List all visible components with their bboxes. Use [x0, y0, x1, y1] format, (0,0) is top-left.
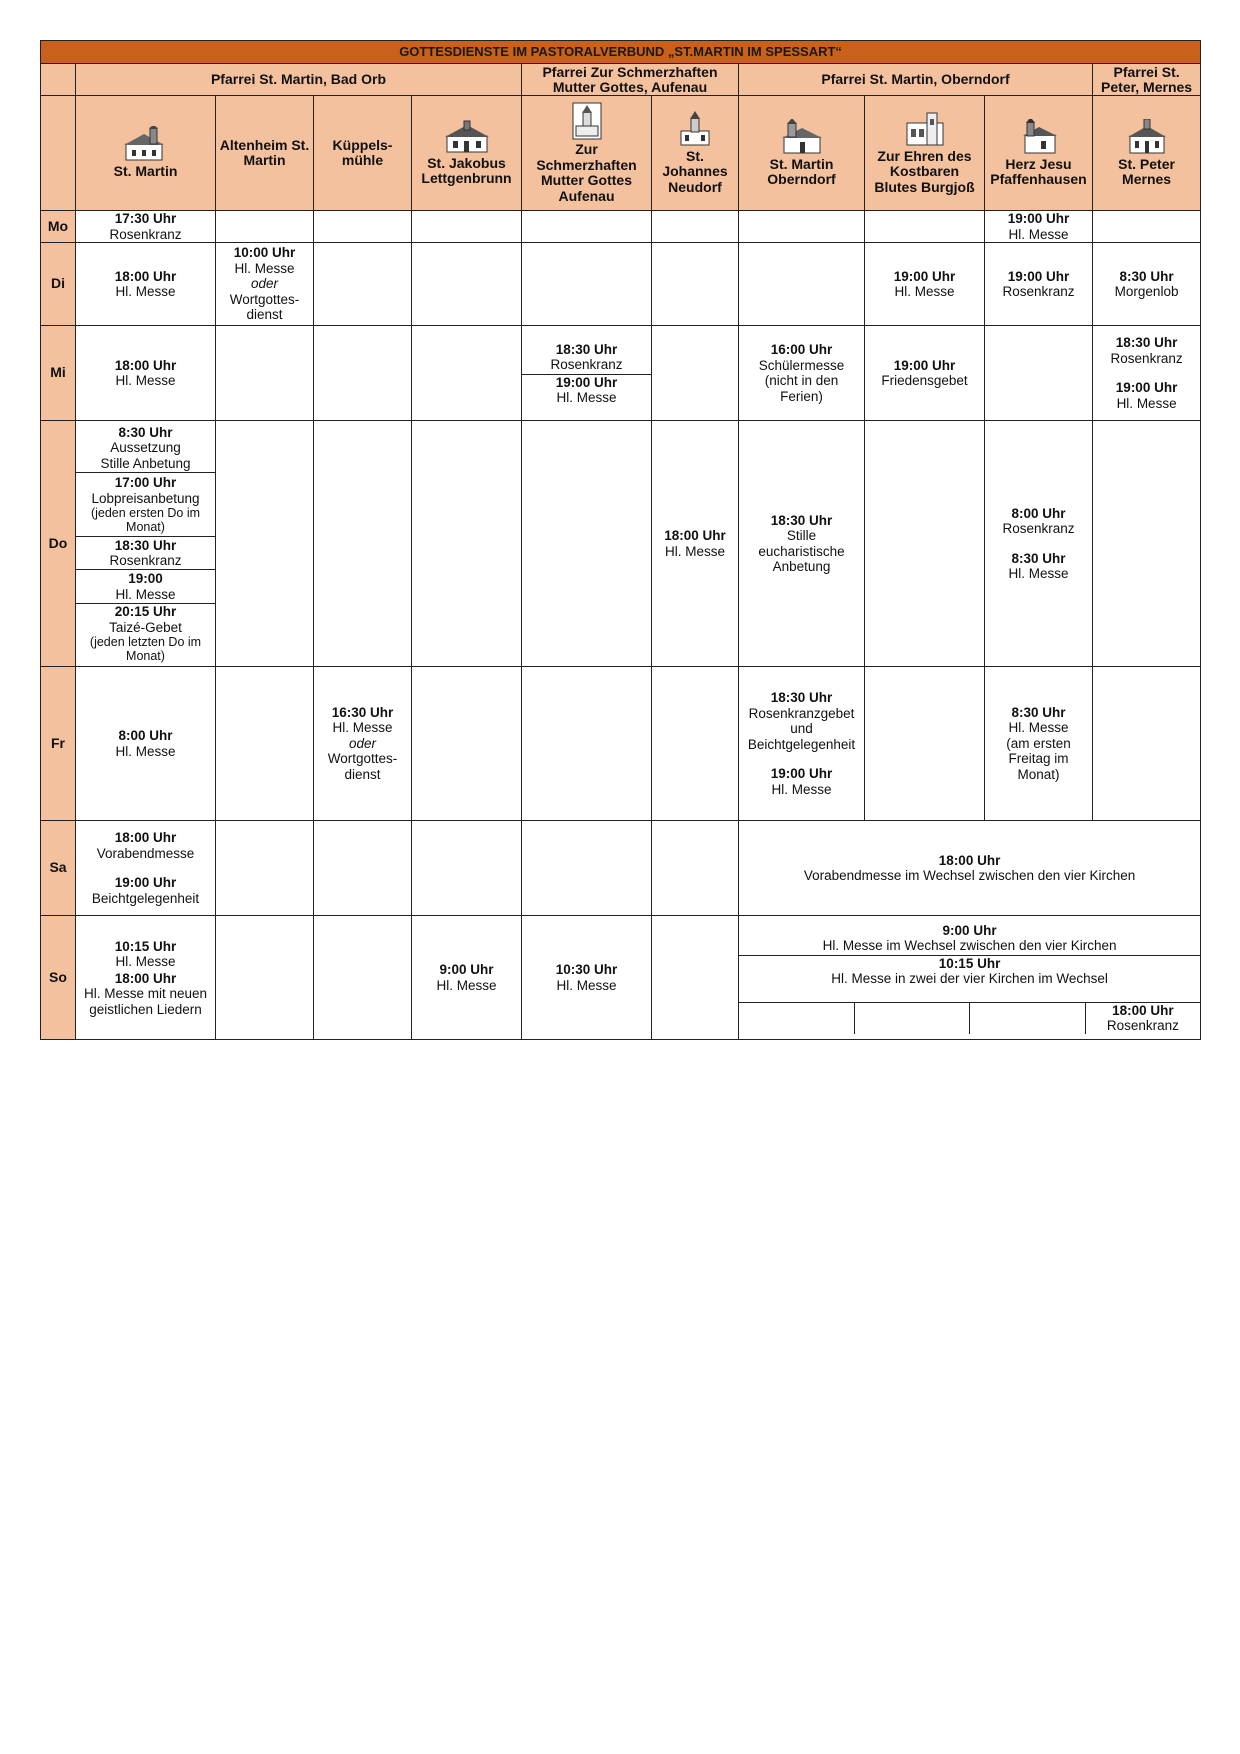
church-header-pfaffenhausen: Herz Jesu Pfaffenhausen — [985, 96, 1093, 211]
service-cell: 10:00 Uhr Hl. Messe oder Wortgottes- dienst — [216, 243, 314, 326]
service-cell: 18:00 Uhr Hl. Messe — [76, 243, 216, 326]
service-cell: 17:30 Uhr Rosenkranz — [76, 211, 216, 243]
service-cell: 19:00 Uhr Rosenkranz — [985, 243, 1093, 326]
day-label-sa: Sa — [41, 821, 76, 916]
church-icon — [120, 126, 172, 162]
service-cell: 18:00 Uhr Vorabendmesse 19:00 Uhr Beichtgelegenheit — [76, 821, 216, 916]
service-cell: 8:30 Uhr Aussetzung Stille Anbetung 17:00 Uhr Lobpreisanbetung (jeden ersten Do im Monat) 18:30 Uhr Rosenkranz 19:00 Hl. Messe 20:15 Uhr Taizé-Gebet (jeden letzten Do im Monat) — [76, 421, 216, 667]
church-header-st-martin: St. Martin — [76, 96, 216, 211]
service-cell: 19:00 Uhr Hl. Messe — [865, 243, 985, 326]
service-cell: 18:30 Uhr Rosenkranz 19:00 Uhr Hl. Messe — [522, 326, 652, 421]
church-icon — [572, 102, 602, 140]
service-cell: 18:00 Uhr Hl. Messe — [76, 326, 216, 421]
service-cell: 16:00 Uhr Schülermesse (nicht in den Ferien) — [739, 326, 865, 421]
service-cell: 18:30 Uhr Stille eucharistische Anbetung — [739, 421, 865, 667]
parish-aufenau: Pfarrei Zur Schmerzhaften Mutter Gottes, Aufenau — [522, 64, 739, 96]
row-monday — [41, 211, 1201, 243]
church-icon — [677, 111, 713, 147]
church-header-oberndorf: St. Martin Oberndorf — [739, 96, 865, 211]
church-header-altenheim: Altenheim St. Martin — [216, 96, 314, 211]
day-label-so: So — [41, 916, 76, 1040]
service-schedule-table — [40, 40, 1201, 1040]
service-cell-oberndorf-sunday: 9:00 Uhr Hl. Messe im Wechsel zwischen den vier Kirchen 10:15 Uhr Hl. Messe in zwei der vier Kirchen im Wechsel 18:00 Uhr Rosenkranz — [739, 916, 1201, 1040]
service-cell: 18:30 Uhr Rosenkranzgebet und Beichtgelegenheit 19:00 Uhr Hl. Messe — [739, 667, 865, 821]
service-cell: 19:00 Uhr Friedensgebet — [865, 326, 985, 421]
row-sunday — [41, 916, 1201, 1040]
church-icon — [903, 111, 947, 147]
row-friday — [41, 667, 1201, 821]
church-row — [41, 96, 1201, 211]
service-cell: 8:30 Uhr Hl. Messe (am ersten Freitag im Monat) — [985, 667, 1093, 821]
service-cell-oberndorf-saturday: 18:00 Uhr Vorabendmesse im Wechsel zwischen den vier Kirchen — [739, 821, 1201, 916]
day-label-do: Do — [41, 421, 76, 667]
parish-mernes: Pfarrei St. Peter, Mernes — [1093, 64, 1201, 96]
service-cell: 18:30 Uhr Rosenkranz 19:00 Uhr Hl. Messe — [1093, 326, 1201, 421]
church-icon — [1019, 119, 1059, 155]
parish-oberndorf: Pfarrei St. Martin, Oberndorf — [739, 64, 1093, 96]
service-cell: 18:00 Uhr Hl. Messe — [652, 421, 739, 667]
church-icon — [780, 119, 824, 155]
church-header-lettgenbrunn: St. Jakobus Lettgenbrunn — [412, 96, 522, 211]
service-cell: 9:00 Uhr Hl. Messe — [412, 916, 522, 1040]
row-thursday — [41, 421, 1201, 667]
service-cell: 8:30 Uhr Morgenlob — [1093, 243, 1201, 326]
service-cell: 8:00 Uhr Hl. Messe — [76, 667, 216, 821]
table-title: GOTTESDIENSTE IM PASTORALVERBUND „ST.MARTIN IM SPESSART“ — [41, 41, 1201, 64]
church-header-aufenau: Zur Schmerzhaften Mutter Gottes Aufenau — [522, 96, 652, 211]
day-label-di: Di — [41, 243, 76, 326]
church-header-burgjoss: Zur Ehren des Kostbaren Blutes Burgjoß — [865, 96, 985, 211]
service-cell: 16:30 Uhr Hl. Messe oder Wortgottes- dienst — [314, 667, 412, 821]
row-tuesday — [41, 243, 1201, 326]
row-wednesday — [41, 326, 1201, 421]
day-label-fr: Fr — [41, 667, 76, 821]
church-header-neudorf: St. Johannes Neudorf — [652, 96, 739, 211]
church-header-mernes: St. Peter Mernes — [1093, 96, 1201, 211]
day-label-mi: Mi — [41, 326, 76, 421]
title-row — [41, 41, 1201, 64]
parish-bad-orb: Pfarrei St. Martin, Bad Orb — [76, 64, 522, 96]
church-header-kueppelsmuehle: Küppels- mühle — [314, 96, 412, 211]
church-icon — [1124, 119, 1170, 155]
parish-row — [41, 64, 1201, 96]
row-saturday — [41, 821, 1201, 916]
service-cell: 8:00 Uhr Rosenkranz 8:30 Uhr Hl. Messe — [985, 421, 1093, 667]
service-cell: 10:15 Uhr Hl. Messe 18:00 Uhr Hl. Messe mit neuen geistlichen Liedern — [76, 916, 216, 1040]
service-cell: 19:00 Uhr Hl. Messe — [985, 211, 1093, 243]
day-label-mo: Mo — [41, 211, 76, 243]
chapel-icon — [441, 120, 493, 154]
service-cell: 10:30 Uhr Hl. Messe — [522, 916, 652, 1040]
